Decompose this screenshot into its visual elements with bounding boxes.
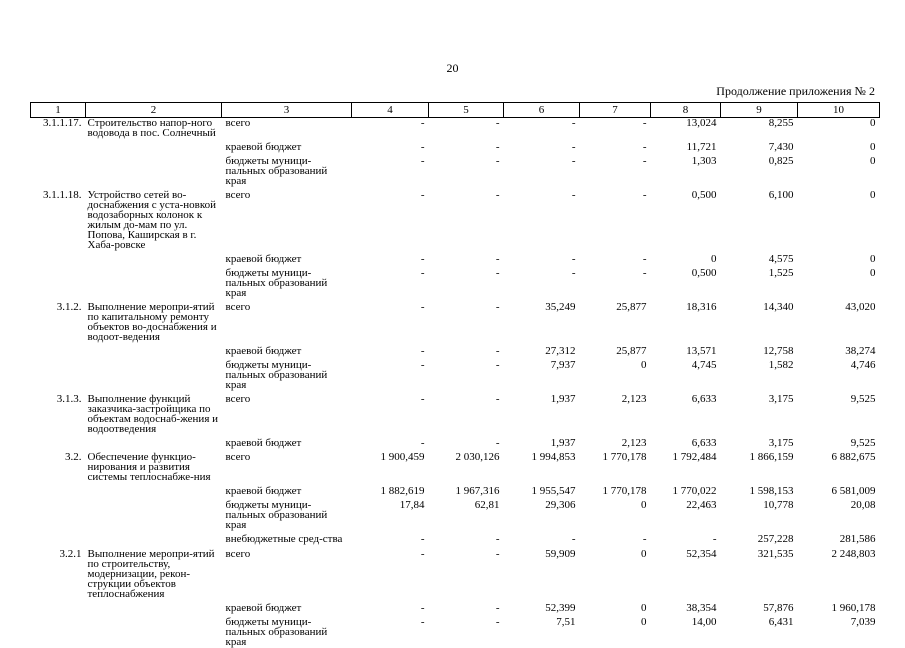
value-col-8: 13,024 [686, 117, 717, 129]
row-name [86, 599, 222, 613]
value-col-6: - [571, 155, 576, 167]
budget-table [30, 102, 880, 647]
column-header: 9 [721, 103, 798, 118]
row-name: Обеспечение функцио-нирования и развития системы теплоснабже-ния [87, 451, 211, 483]
row-name: Выполнение меропри-ятий по капитальному ремонту объектов во-доснабжения и водоот-ведения [87, 301, 217, 343]
value-col-7: 1 770,178 [602, 451, 647, 463]
value-col-4: - [420, 359, 425, 371]
value-col-5: - [495, 616, 500, 628]
value-col-4: 1 900,459 [380, 451, 425, 463]
value-col-6: 1 994,853 [531, 451, 576, 463]
value-col-5: - [495, 253, 500, 265]
value-col-9: 8,255 [768, 117, 794, 129]
row-code: 3.1.2. [56, 301, 82, 313]
value-col-8: 0,500 [691, 267, 717, 279]
value-col-10: 1 960,178 [831, 602, 876, 614]
table-row [31, 342, 880, 356]
column-header: 3 [222, 103, 352, 118]
value-col-4: 17,84 [399, 499, 425, 511]
row-name [86, 152, 222, 186]
table-row [31, 482, 880, 496]
row-code [31, 599, 86, 613]
value-col-9: 3,175 [768, 393, 794, 405]
table-row [31, 448, 880, 482]
value-col-9: 1 598,153 [749, 485, 794, 497]
value-col-10: 281,586 [839, 533, 876, 545]
value-col-9: 57,876 [763, 602, 794, 614]
value-col-8: 38,354 [686, 602, 717, 614]
value-col-6: - [571, 189, 576, 201]
value-col-8: 1 792,484 [672, 451, 717, 463]
row-code: 3.1.1.17. [43, 117, 82, 129]
value-col-4: - [420, 253, 425, 265]
row-name [86, 482, 222, 496]
funding-source: бюджеты муници-пальных образований края [225, 616, 328, 648]
value-col-4: 1 882,619 [380, 485, 425, 497]
value-col-5: - [495, 267, 500, 279]
table-row [31, 599, 880, 613]
value-col-5: - [495, 301, 500, 313]
value-col-4: - [420, 437, 425, 449]
column-header: 8 [651, 103, 721, 118]
value-col-8: 18,316 [686, 301, 717, 313]
value-col-8: 13,571 [686, 345, 717, 357]
value-col-10: 9,525 [850, 437, 876, 449]
value-col-10: 6 581,009 [831, 485, 876, 497]
table-row [31, 544, 880, 599]
value-col-6: - [571, 117, 576, 129]
row-code [31, 250, 86, 264]
table-row [31, 496, 880, 530]
row-code [31, 342, 86, 356]
value-col-6: 29,306 [545, 499, 576, 511]
value-col-9: 7,430 [768, 141, 794, 153]
value-col-7: - [642, 533, 647, 545]
value-col-10: 0 [870, 117, 876, 129]
value-col-10: 0 [870, 253, 876, 265]
row-code: 3.2. [65, 451, 82, 463]
value-col-4: - [420, 267, 425, 279]
value-col-7: 0 [641, 548, 647, 560]
value-col-5: - [495, 359, 500, 371]
row-code [31, 613, 86, 647]
funding-source: краевой бюджет [225, 141, 302, 153]
value-col-7: 25,877 [616, 345, 647, 357]
value-col-9: 6,431 [768, 616, 794, 628]
value-col-7: 0 [641, 499, 647, 511]
value-col-9: 1,582 [768, 359, 794, 371]
row-code [31, 434, 86, 448]
value-col-8: 11,721 [686, 141, 717, 153]
value-col-4: - [420, 117, 425, 129]
value-col-4: - [420, 155, 425, 167]
value-col-7: 2,123 [621, 393, 647, 405]
funding-source: внебюджетные сред-ства [225, 533, 343, 545]
value-col-9: 3,175 [768, 437, 794, 449]
value-col-7: - [642, 189, 647, 201]
table-row [31, 186, 880, 250]
value-col-5: 2 030,126 [455, 451, 500, 463]
funding-source: всего [225, 548, 251, 560]
value-col-4: - [420, 189, 425, 201]
value-col-4: - [420, 345, 425, 357]
table-row [31, 138, 880, 152]
value-col-10: 0 [870, 141, 876, 153]
value-col-6: 7,937 [550, 359, 576, 371]
value-col-7: 0 [641, 359, 647, 371]
value-col-9: 257,228 [757, 533, 794, 545]
value-col-10: 0 [870, 189, 876, 201]
page-number: 20 [446, 61, 459, 75]
funding-source: краевой бюджет [225, 485, 302, 497]
value-col-5: - [495, 117, 500, 129]
value-col-9: 6,100 [768, 189, 794, 201]
funding-source: бюджеты муници-пальных образований края [225, 155, 328, 187]
value-col-5: - [495, 533, 500, 545]
row-code [31, 356, 86, 390]
funding-source: бюджеты муници-пальных образований края [225, 359, 328, 391]
table-row [31, 613, 880, 647]
value-col-7: - [642, 253, 647, 265]
value-col-10: 43,020 [845, 301, 876, 313]
row-name: Выполнение меропри-ятий по строительству, модернизации, рекон-струкции объектов теплоснабжения [87, 548, 215, 600]
column-header: 5 [429, 103, 504, 118]
value-col-10: 0 [870, 267, 876, 279]
value-col-9: 321,535 [757, 548, 794, 560]
funding-source: краевой бюджет [225, 253, 302, 265]
value-col-7: - [642, 117, 647, 129]
row-code: 3.1.1.18. [43, 189, 82, 201]
table-body [31, 118, 880, 648]
row-name [86, 138, 222, 152]
value-col-5: - [495, 393, 500, 405]
value-col-8: 14,00 [691, 616, 717, 628]
column-header: 6 [504, 103, 580, 118]
column-header-row [31, 103, 880, 118]
value-col-6: 52,399 [545, 602, 576, 614]
funding-source: краевой бюджет [225, 602, 302, 614]
value-col-10: 20,08 [850, 499, 876, 511]
value-col-9: 1,525 [768, 267, 794, 279]
value-col-9: 12,758 [763, 345, 794, 357]
value-col-5: - [495, 548, 500, 560]
value-col-8: 0 [711, 253, 717, 265]
continuation-label: Продолжение приложения № 2 [716, 84, 875, 98]
funding-source: всего [225, 393, 251, 405]
value-col-4: - [420, 301, 425, 313]
value-col-8: 22,463 [686, 499, 717, 511]
funding-source: всего [225, 301, 251, 313]
funding-source: бюджеты муници-пальных образований края [225, 499, 328, 531]
row-name [86, 342, 222, 356]
value-col-5: - [495, 141, 500, 153]
value-col-8: - [712, 533, 717, 545]
value-col-8: 0,500 [691, 189, 717, 201]
value-col-10: 9,525 [850, 393, 876, 405]
row-code [31, 264, 86, 298]
table-row [31, 356, 880, 390]
column-header: 10 [798, 103, 880, 118]
value-col-5: - [495, 345, 500, 357]
value-col-7: 0 [641, 602, 647, 614]
value-col-6: 1,937 [550, 437, 576, 449]
value-col-8: 6,633 [691, 393, 717, 405]
table-row [31, 250, 880, 264]
value-col-5: 1 967,316 [455, 485, 500, 497]
value-col-9: 10,778 [763, 499, 794, 511]
row-code [31, 152, 86, 186]
value-col-4: - [420, 616, 425, 628]
value-col-7: 0 [641, 616, 647, 628]
value-col-9: 4,575 [768, 253, 794, 265]
row-code [31, 496, 86, 530]
value-col-6: 27,312 [545, 345, 576, 357]
funding-source: всего [225, 451, 251, 463]
row-name: Устройство сетей во-доснабжения с уста-новкой водозаборных колонок к жилым до-мам по ул. Попова, Каширская в г. Хаба-ровске [87, 189, 217, 251]
column-header: 2 [86, 103, 222, 118]
row-name [86, 250, 222, 264]
value-col-7: 1 770,178 [602, 485, 647, 497]
value-col-5: - [495, 602, 500, 614]
row-name [86, 356, 222, 390]
value-col-9: 14,340 [763, 301, 794, 313]
table-row [31, 298, 880, 342]
value-col-8: 6,633 [691, 437, 717, 449]
value-col-5: 62,81 [474, 499, 500, 511]
value-col-10: 38,274 [845, 345, 876, 357]
row-name: Выполнение функций заказчика-застройщика по объектам водоснаб-жения и водоотведения [87, 393, 219, 435]
value-col-4: - [420, 548, 425, 560]
row-code: 3.2.1 [59, 548, 82, 560]
row-name [86, 613, 222, 647]
value-col-5: - [495, 189, 500, 201]
table-row [31, 152, 880, 186]
row-code [31, 482, 86, 496]
value-col-6: 35,249 [545, 301, 576, 313]
row-code [31, 138, 86, 152]
value-col-6: 1,937 [550, 393, 576, 405]
value-col-9: 0,825 [768, 155, 794, 167]
column-header: 1 [31, 103, 86, 118]
table-row [31, 264, 880, 298]
funding-source: краевой бюджет [225, 437, 302, 449]
value-col-10: 7,039 [850, 616, 876, 628]
table-row [31, 118, 880, 139]
value-col-8: 1 770,022 [672, 485, 717, 497]
value-col-6: 1 955,547 [531, 485, 576, 497]
row-code [31, 530, 86, 544]
value-col-7: - [642, 267, 647, 279]
value-col-5: - [495, 437, 500, 449]
row-name: Строительство напор-ного водовода в пос. Солнечный [87, 117, 216, 139]
value-col-7: 2,123 [621, 437, 647, 449]
value-col-6: 7,51 [556, 616, 576, 628]
column-header: 4 [352, 103, 429, 118]
value-col-8: 1,303 [691, 155, 717, 167]
row-name [86, 264, 222, 298]
value-col-8: 52,354 [686, 548, 717, 560]
value-col-4: - [420, 533, 425, 545]
value-col-10: 4,746 [850, 359, 876, 371]
value-col-7: - [642, 155, 647, 167]
funding-source: бюджеты муници-пальных образований края [225, 267, 328, 299]
value-col-9: 1 866,159 [749, 451, 794, 463]
value-col-7: 25,877 [616, 301, 647, 313]
value-col-6: - [571, 533, 576, 545]
table-row [31, 434, 880, 448]
value-col-4: - [420, 393, 425, 405]
value-col-10: 2 248,803 [831, 548, 876, 560]
value-col-10: 0 [870, 155, 876, 167]
row-code: 3.1.3. [56, 393, 82, 405]
value-col-6: - [571, 141, 576, 153]
value-col-5: - [495, 155, 500, 167]
funding-source: всего [225, 189, 251, 201]
column-header: 7 [580, 103, 651, 118]
value-col-6: 59,909 [545, 548, 576, 560]
value-col-4: - [420, 602, 425, 614]
value-col-4: - [420, 141, 425, 153]
row-name [86, 530, 222, 544]
row-name [86, 434, 222, 448]
value-col-6: - [571, 267, 576, 279]
value-col-10: 6 882,675 [831, 451, 876, 463]
value-col-7: - [642, 141, 647, 153]
value-col-8: 4,745 [691, 359, 717, 371]
table-row [31, 390, 880, 434]
funding-source: всего [225, 117, 251, 129]
funding-source: краевой бюджет [225, 345, 302, 357]
table-row [31, 530, 880, 544]
value-col-6: - [571, 253, 576, 265]
row-name [86, 496, 222, 530]
